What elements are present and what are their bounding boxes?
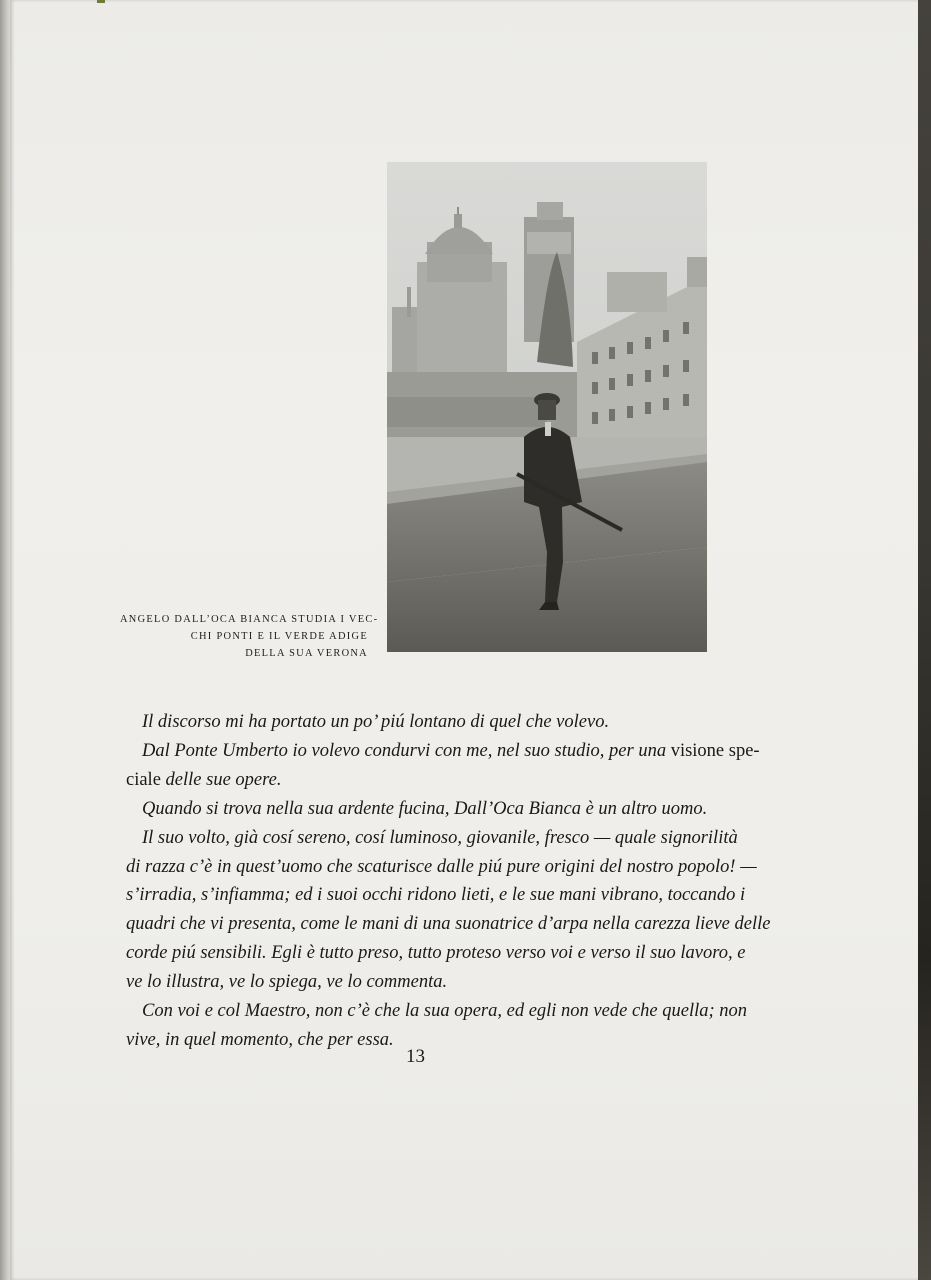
paragraph-2-line-2: [126, 766, 726, 795]
paragraph-4-line-3: s’irradia, s’infiamma; ed i suoi occhi ridono lieti, e le sue mani vibrano, toccando i: [126, 885, 746, 906]
paragraph-4-line-4: quadri che vi presenta, come le mani di una suonatrice d’arpa nella carezza lieve delle: [126, 914, 771, 935]
paragraph-2-line-1: [126, 737, 760, 766]
paragraph-4-line-6: ve lo illustra, ve lo spiega, ve lo commenta.: [126, 972, 448, 993]
paragraph-1: Il discorso mi ha portato un po’ piú lontano di quel che volevo.: [142, 712, 610, 732]
book-page: [10, 0, 918, 1280]
page-number: 13: [406, 1046, 425, 1067]
paragraph-5-line-2: vive, in quel momento, che per essa.: [126, 1029, 394, 1050]
photo-caption: [120, 611, 379, 663]
photograph: [387, 162, 707, 652]
text-run-upright: visione spe-: [670, 740, 760, 761]
paragraph-4-line-1: Il suo volto, già cosí sereno, cosí luminoso, giovanile, fresco — quale signorilità: [142, 827, 738, 848]
caption-line: ANGELO DALL’OCA BIANCA STUDIA I VEC-: [120, 614, 379, 625]
text-run-upright: ciale: [126, 769, 161, 790]
caption-line: DELLA SUA VERONA: [245, 648, 368, 660]
paragraph-4-line-2: di razza c’è in quest’uomo che scaturisce dalle piú pure origini del nostro popolo! —: [126, 856, 757, 877]
paragraph-5-line-1: Con voi e col Maestro, non c’è che la sua opera, ed egli non vede che quella; non: [142, 1001, 748, 1022]
text-run: Dal Ponte Umberto io volevo condurvi con me, nel suo studio, per una: [142, 740, 671, 761]
caption-line: CHI PONTI E IL VERDE ADIGE: [190, 631, 368, 643]
mark: [97, 0, 105, 3]
text-run: delle sue opere.: [160, 769, 282, 790]
paragraph-3: Quando si trova nella sua ardente fucina, Dall’Oca Bianca è un altro uomo.: [142, 798, 708, 819]
paragraph-4-line-5: corde piú sensibili. Egli è tutto preso, tutto proteso verso voi e verso il suo lavoro, e: [126, 943, 746, 964]
body-text: [126, 708, 771, 1055]
book-edge: [918, 0, 931, 1280]
photo-verona-adige: [387, 162, 707, 652]
